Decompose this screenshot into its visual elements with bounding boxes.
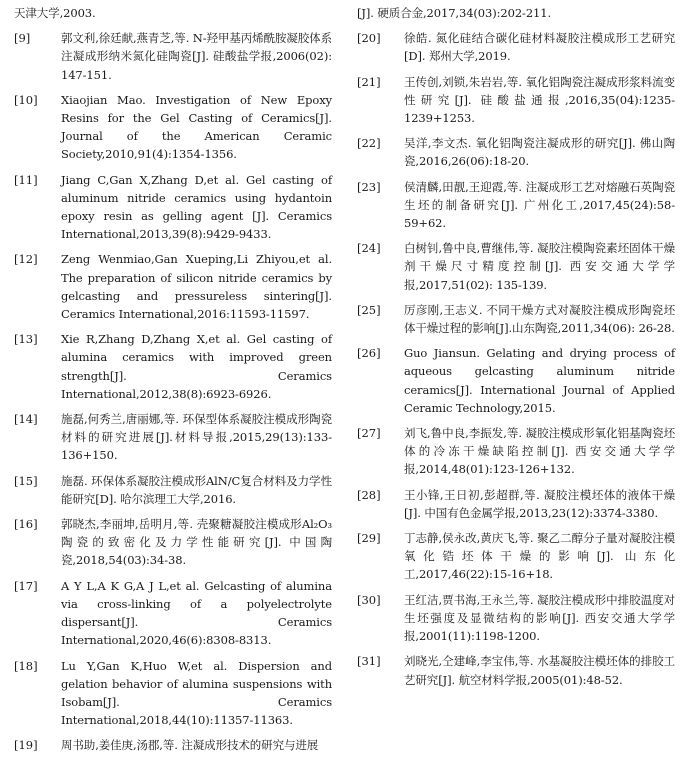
reference-number: [24] <box>357 241 381 256</box>
reference-number: [19] <box>14 738 38 753</box>
reference-number: [17] <box>14 578 38 593</box>
reference-number: [12] <box>14 252 38 267</box>
reference-number: [26] <box>357 346 381 361</box>
reference-text: 吴洋,李文杰. 氧化铝陶瓷注凝成形的研究[J]. 佛山陶瓷,2016,26(06):18-20. <box>404 136 675 169</box>
reference-entry <box>14 171 332 244</box>
reference-text: 施磊,何秀兰,唐丽娜,等. 环保型体系凝胶注模成形陶瓷材料的研究进展[J].材料导报,2015,29(13):133-136+150. <box>61 412 332 463</box>
reference-text: 王传创,刘锁,朱岩岩,等. 氧化铝陶瓷注凝成形浆料流变性研究[J]. 硅酸盐通报,2016,35(04):1235-1239+1253. <box>404 74 675 126</box>
reference-text: Guo Jiansun. Gelating and drying process of aqueous gelcasting aluminum nitride ceramics[J]. International Journal of Applied Ceramic Technology,2015. <box>404 346 675 415</box>
reference-text: 郭文利,徐廷献,燕青芝,等. N-羟甲基丙烯酰胺凝胶体系注凝成形纳米氮化硅陶瓷[J]. 硅酸盐学报,2006(02): 147-151. <box>61 31 332 82</box>
reference-text: 王小锋,王日初,彭超群,等. 凝胶注模坯体的液体干燥[J]. 中国有色金属学报,2013,23(12):3374-3380. <box>404 487 675 520</box>
reference-entry <box>14 250 332 323</box>
reference-number: [22] <box>357 136 381 151</box>
reference-entry <box>357 424 675 479</box>
reference-text: [J]. 硬质合金,2017,34(03):202-211. <box>357 6 552 20</box>
reference-entry <box>14 330 332 403</box>
reference-entry <box>14 657 332 730</box>
reference-text: Xie R,Zhang D,Zhang X,et al. Gel casting of alumina ceramics with improved green strength[J]. Ceramics International,2012,38(8):6923-6926. <box>61 332 332 401</box>
reference-text: 白树钊,鲁中良,曹继伟,等. 凝胶注模陶瓷素坯固体干燥剂干燥尺寸精度控制[J]. 西安交通大学学报,2017,51(02): 135-139. <box>404 241 675 292</box>
reference-number: [27] <box>357 426 381 441</box>
reference-number: [23] <box>357 179 381 194</box>
reference-number: [30] <box>357 592 381 607</box>
reference-entry <box>357 134 675 170</box>
reference-entry <box>14 91 332 164</box>
reference-text: 施磊. 环保体系凝胶注模成形AlN/C复合材料及力学性能研究[D]. 哈尔滨理工大学,2016. <box>61 473 332 506</box>
reference-number: [29] <box>357 531 381 546</box>
reference-text: 徐皓. 氮化硅结合碳化硅材料凝胶注模成形工艺研究[D]. 郑州大学,2019. <box>404 31 675 64</box>
reference-text: 郭晓杰,李丽坤,岳明月,等. 壳聚糖凝胶注模成形Al₂O₃陶瓷的致密化及力学性能研究[J]. 中国陶瓷,2018,54(03):34-38. <box>61 517 332 568</box>
reference-number: [10] <box>14 92 38 107</box>
reference-text: 周书助,姜佳庚,汤郡,等. 注凝成形技术的研究与进展 <box>61 738 319 753</box>
reference-entry <box>14 4 332 22</box>
reference-column-right <box>357 0 675 696</box>
reference-number: [18] <box>14 658 38 673</box>
reference-text: Xiaojian Mao. Investigation of New Epoxy Resins for the Gel Casting of Ceramics[J]. Journal of the American Ceramic Society,2010,91(4):1354-1356. <box>61 92 332 162</box>
reference-number: [11] <box>14 172 38 187</box>
reference-text: 侯清麟,田靓,王迎霞,等. 注凝成形工艺对熔融石英陶瓷生坯的制备研究[J]. 广州化工,2017,45(24):58-59+62. <box>404 179 675 231</box>
reference-number: [25] <box>357 302 381 317</box>
reference-entry <box>357 344 675 417</box>
reference-number: [21] <box>357 74 381 89</box>
reference-entry <box>357 652 675 688</box>
reference-column-left <box>14 0 332 762</box>
reference-number: [31] <box>357 654 381 669</box>
reference-text: Lu Y,Gan K,Huo W,et al. Dispersion and gelation behavior of alumina suspensions with Isobam[J]. Ceramics International,2018,44(10):11357-11363. <box>61 658 332 728</box>
reference-entry <box>357 301 675 337</box>
reference-entry <box>357 29 675 65</box>
reference-text: Zeng Wenmiao,Gan Xueping,Li Zhiyou,et al. The preparation of silicon nitride ceramics by gelcasting and pressureless sintering[J]. Ceramics International,2016:11593-11597. <box>61 252 332 322</box>
reference-text: A Y L,A K G,A J L,et al. Gelcasting of alumina via cross-linking of a polyelectrolyte dispersant[J]. Ceramics International,2020,46(6):8308-8313. <box>61 578 332 648</box>
reference-entry <box>14 736 332 754</box>
reference-number: [20] <box>357 31 381 46</box>
reference-text: Jiang C,Gan X,Zhang D,et al. Gel casting of aluminum nitride ceramics using hydantoin epoxy resin as gelling agent [J]. Ceramics International,2013,39(8):9429-9433. <box>61 172 332 242</box>
reference-number: [13] <box>14 332 38 347</box>
reference-entry <box>14 472 332 508</box>
reference-number: [28] <box>357 487 381 502</box>
reference-entry <box>14 577 332 650</box>
reference-number: [14] <box>14 412 38 427</box>
reference-entry <box>357 529 675 584</box>
reference-number: [16] <box>14 517 38 532</box>
reference-entry <box>14 410 332 465</box>
reference-entry <box>357 73 675 128</box>
reference-text: 厉彦刚,王志义. 不同干燥方式对凝胶注模成形陶瓷坯体干燥过程的影响[J].山东陶瓷,2011,34(06): 26-28. <box>404 302 675 336</box>
reference-text: 天津大学,2003. <box>14 6 96 20</box>
reference-entry <box>14 515 332 570</box>
reference-entry <box>14 29 332 84</box>
reference-entry <box>357 178 675 233</box>
reference-text: 刘晓光,仝建峰,李宝伟,等. 水基凝胶注模坯体的排胶工艺研究[J]. 航空材料学报,2005(01):48-52. <box>404 654 675 687</box>
reference-entry <box>357 239 675 294</box>
reference-text: 刘飞,鲁中良,李振发,等. 凝胶注模成形氧化铝基陶瓷坯体的冷冻干燥缺陷控制[J]. 西安交通大学学报,2014,48(01):123-126+132. <box>404 426 675 477</box>
reference-entry <box>357 591 675 646</box>
reference-number: [15] <box>14 473 38 488</box>
reference-entry <box>357 4 675 22</box>
reference-text: 丁志静,侯永改,黄庆飞,等. 聚乙二醇分子量对凝胶注模氧化锆坯体干燥的影响[J]. 山东化工,2017,46(22):15-16+18. <box>404 531 675 582</box>
reference-number: [9] <box>14 31 31 46</box>
reference-entry <box>357 486 675 522</box>
reference-text: 王红洁,贾书海,王永兰,等. 凝胶注模成形中排胶温度对生坯强度及显微结构的影响[J]. 西安交通大学学报,2001(11):1198-1200. <box>404 592 675 644</box>
